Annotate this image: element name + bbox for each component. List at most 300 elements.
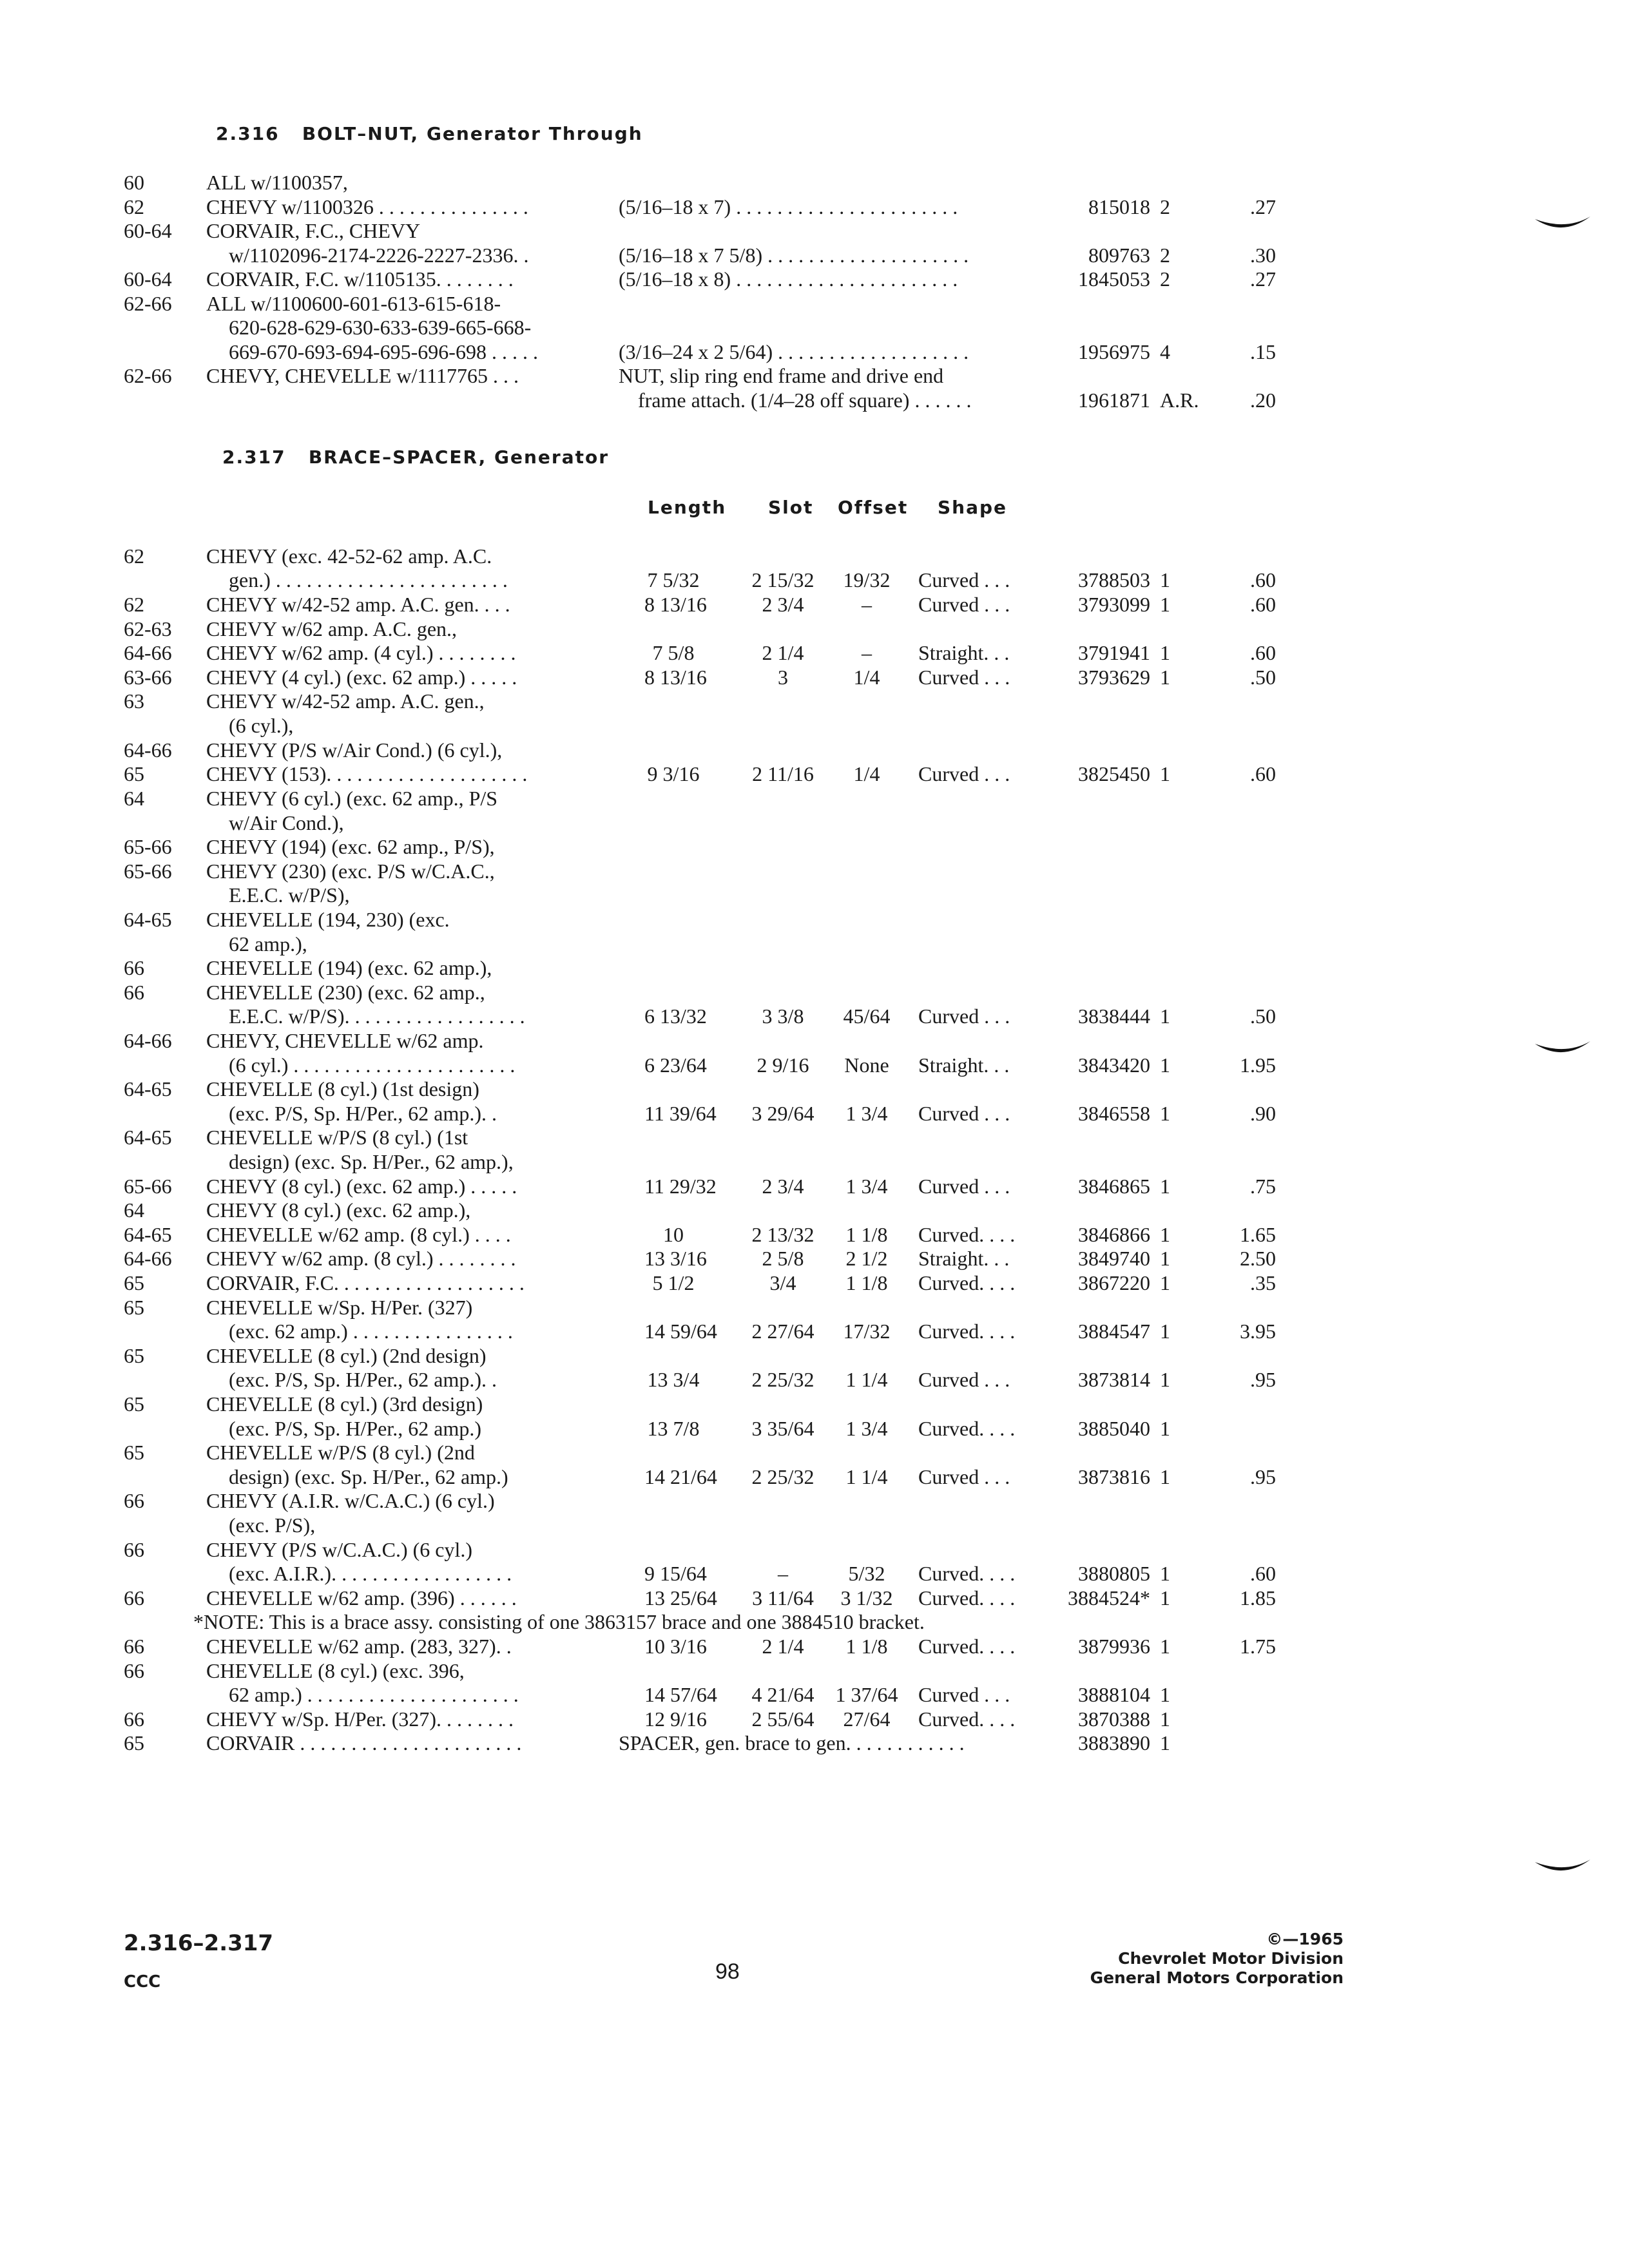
application-description: CHEVY (P/S w/Air Cond.) (6 cyl.),: [206, 738, 503, 762]
length-value: 14 57/64: [644, 1683, 717, 1706]
table-row: [0, 1731, 1629, 1754]
application-description: design) (exc. Sp. H/Per., 62 amp.),: [229, 1150, 514, 1173]
quantity: 1: [1160, 1004, 1170, 1028]
part-number: 3873816: [1078, 1465, 1150, 1488]
application-description: CHEVY w/62 amp. (4 cyl.) . . . . . . . .: [206, 641, 516, 664]
application-description: CHEVY (230) (exc. P/S w/C.A.C.,: [206, 860, 495, 883]
table-row: [0, 1004, 1629, 1028]
application-description: (exc. P/S),: [229, 1514, 316, 1537]
price: 1.65: [1240, 1223, 1276, 1246]
application-description: (exc. A.I.R.). . . . . . . . . . . . . . . . . .: [229, 1562, 512, 1585]
table-row: [0, 1368, 1629, 1391]
footer-division: Chevrolet Motor Division: [1118, 1949, 1344, 1968]
application-description: CHEVY w/Sp. H/Per. (327). . . . . . . .: [206, 1707, 514, 1731]
column-header-shape: Shape: [938, 497, 1008, 518]
price: .60: [1250, 568, 1276, 591]
application-description: CHEVY w/42-52 amp. A.C. gen. . . .: [206, 593, 510, 616]
table-row: [0, 1175, 1629, 1198]
application-description: (6 cyl.) . . . . . . . . . . . . . . . . . . . . . .: [229, 1053, 516, 1077]
table-row: [0, 1417, 1629, 1440]
year-range: 65-66: [124, 1175, 172, 1198]
quantity: 2: [1160, 195, 1170, 218]
table-row: [0, 835, 1629, 858]
table-row: [0, 617, 1629, 640]
table-row: [0, 908, 1629, 931]
offset-value: 3 1/32: [840, 1586, 893, 1610]
price: .27: [1250, 195, 1276, 218]
price: .15: [1250, 340, 1276, 363]
length-value: 14 59/64: [644, 1320, 717, 1343]
part-specification: SPACER, gen. brace to gen. . . . . . . . . . . .: [619, 1731, 965, 1754]
application-description: (6 cyl.),: [229, 714, 294, 737]
quantity: 4: [1160, 340, 1170, 363]
year-range: 63-66: [124, 666, 172, 689]
application-description: CHEVY w/62 amp. A.C. gen.,: [206, 617, 458, 640]
table-row: [0, 568, 1629, 591]
offset-value: 1 1/8: [845, 1223, 888, 1246]
length-value: 7 5/32: [647, 568, 700, 591]
table-row: [0, 787, 1629, 810]
price: .27: [1250, 267, 1276, 291]
table-row: [0, 593, 1629, 616]
year-range: 66: [124, 1538, 144, 1561]
table-row: [0, 1465, 1629, 1488]
slot-value: 2 3/4: [762, 593, 804, 616]
application-description: CHEVELLE (8 cyl.) (exc. 396,: [206, 1659, 465, 1682]
price: 1.85: [1240, 1586, 1276, 1610]
application-description: ALL w/1100357,: [206, 171, 348, 194]
shape-value: Curved . . .: [918, 1465, 1010, 1488]
application-description: CHEVY (8 cyl.) (exc. 62 amp.),: [206, 1198, 471, 1222]
part-number: 3843420: [1078, 1053, 1150, 1077]
application-description: CHEVY w/42-52 amp. A.C. gen.,: [206, 689, 485, 713]
table-row: [0, 883, 1629, 907]
quantity: 1: [1160, 1271, 1170, 1294]
length-value: 8 13/16: [644, 666, 707, 689]
quantity: 1: [1160, 1586, 1170, 1610]
year-range: 66: [124, 1489, 144, 1512]
quantity: 2: [1160, 267, 1170, 291]
table-row: [0, 738, 1629, 762]
offset-value: 1/4: [853, 762, 880, 785]
part-number: 3884524*: [1068, 1586, 1150, 1610]
part-number: 3870388: [1078, 1707, 1150, 1731]
application-description: w/1102096-2174-2226-2227-2336. .: [229, 244, 529, 267]
shape-value: Curved . . .: [918, 568, 1010, 591]
table-row: [0, 1247, 1629, 1270]
part-number: 3880805: [1078, 1562, 1150, 1585]
part-number: 3846866: [1078, 1223, 1150, 1246]
part-number: 3884547: [1078, 1320, 1150, 1343]
application-description: ALL w/1100600-601-613-615-618-: [206, 292, 501, 315]
shape-value: Curved . . .: [918, 1175, 1010, 1198]
table-row: [0, 1150, 1629, 1173]
year-range: 65: [124, 1731, 144, 1754]
length-value: 11 29/32: [644, 1175, 717, 1198]
table-row: [0, 641, 1629, 664]
year-range: 64-66: [124, 738, 172, 762]
application-description: 62 amp.) . . . . . . . . . . . . . . . . . . . . .: [229, 1683, 519, 1706]
table-row: [0, 1489, 1629, 1512]
part-number: 1956975: [1078, 340, 1150, 363]
slot-value: 3/4: [769, 1271, 796, 1294]
application-description: E.E.C. w/P/S),: [229, 883, 350, 907]
part-specification: (5/16–18 x 7) . . . . . . . . . . . . . . . . . . . . . .: [619, 195, 958, 218]
table-row: [0, 1659, 1629, 1682]
table-row: [0, 689, 1629, 713]
length-value: 9 3/16: [647, 762, 700, 785]
table-row: [0, 171, 1629, 194]
shape-value: Straight. . .: [918, 1053, 1010, 1077]
page-number: 98: [715, 1959, 740, 1984]
quantity: 1: [1160, 1465, 1170, 1488]
price: .50: [1250, 666, 1276, 689]
table-row: [0, 1271, 1629, 1294]
shape-value: Curved . . .: [918, 666, 1010, 689]
footer-copyright: ©—1965: [1266, 1930, 1344, 1948]
quantity: 1: [1160, 1368, 1170, 1391]
price: .50: [1250, 1004, 1276, 1028]
length-value: 13 7/8: [647, 1417, 700, 1440]
price: .60: [1250, 641, 1276, 664]
application-description: CORVAIR . . . . . . . . . . . . . . . . . . . . . .: [206, 1731, 522, 1754]
table-row: [0, 1562, 1629, 1585]
table-row: [0, 244, 1629, 267]
offset-value: 2 1/2: [845, 1247, 888, 1270]
length-value: 6 13/32: [644, 1004, 707, 1028]
part-number: 3825450: [1078, 762, 1150, 785]
table-row: [0, 1683, 1629, 1706]
part-number: 815018: [1088, 195, 1150, 218]
table-row: [0, 811, 1629, 834]
offset-value: 1 3/4: [845, 1102, 888, 1125]
application-description: CHEVY (P/S w/C.A.C.) (6 cyl.): [206, 1538, 473, 1561]
quantity: 1: [1160, 641, 1170, 664]
part-number: 3883890: [1078, 1731, 1150, 1754]
table-row: [0, 1126, 1629, 1149]
table-row: [0, 1077, 1629, 1100]
year-range: 62: [124, 593, 144, 616]
shape-value: Straight. . .: [918, 1247, 1010, 1270]
offset-value: 1 37/64: [835, 1683, 898, 1706]
slot-value: 2 55/64: [751, 1707, 815, 1731]
year-range: 64-65: [124, 1126, 172, 1149]
length-value: 6 23/64: [644, 1053, 707, 1077]
slot-value: 2 1/4: [762, 1635, 804, 1658]
quantity: 1: [1160, 1707, 1170, 1731]
application-description: CHEVELLE w/62 amp. (8 cyl.) . . . .: [206, 1223, 511, 1246]
part-number: 3791941: [1078, 641, 1150, 664]
year-range: 65: [124, 762, 144, 785]
offset-value: –: [862, 641, 872, 664]
year-range: 65: [124, 1441, 144, 1464]
year-range: 62: [124, 195, 144, 218]
shape-value: Curved. . . .: [918, 1223, 1016, 1246]
offset-value: 1 1/8: [845, 1271, 888, 1294]
length-value: 13 3/4: [647, 1368, 700, 1391]
part-number: 3885040: [1078, 1417, 1150, 1440]
length-value: 12 9/16: [644, 1707, 707, 1731]
offset-value: 19/32: [843, 568, 891, 591]
application-description: CHEVY, CHEVELLE w/62 amp.: [206, 1029, 484, 1052]
quantity: 2: [1160, 244, 1170, 267]
offset-value: 1 1/4: [845, 1465, 888, 1488]
table-row: [0, 860, 1629, 883]
price: .90: [1250, 1102, 1276, 1125]
price: 3.95: [1240, 1320, 1276, 1343]
year-range: 66: [124, 956, 144, 979]
year-range: 66: [124, 1659, 144, 1682]
part-number: 3873814: [1078, 1368, 1150, 1391]
shape-value: Curved . . .: [918, 1004, 1010, 1028]
binder-mark-icon: [1534, 1037, 1592, 1063]
offset-value: 1 1/8: [845, 1635, 888, 1658]
length-value: 11 39/64: [644, 1102, 717, 1125]
year-range: 66: [124, 1635, 144, 1658]
part-number: 3838444: [1078, 1004, 1150, 1028]
shape-value: Curved. . . .: [918, 1586, 1016, 1610]
length-value: 13 25/64: [644, 1586, 717, 1610]
year-range: 64-66: [124, 1029, 172, 1052]
year-range: 62: [124, 544, 144, 568]
footer-code: CCC: [124, 1972, 161, 1992]
table-row: [0, 1538, 1629, 1561]
offset-value: 1 1/4: [845, 1368, 888, 1391]
table-row: [0, 195, 1629, 218]
part-specification: (5/16–18 x 8) . . . . . . . . . . . . . . . . . . . . . .: [619, 267, 958, 291]
table-row: [0, 389, 1629, 412]
slot-value: 2 15/32: [751, 568, 815, 591]
quantity: 1: [1160, 1683, 1170, 1706]
slot-value: 4 21/64: [751, 1683, 815, 1706]
slot-value: 2 13/32: [751, 1223, 815, 1246]
shape-value: Curved. . . .: [918, 1707, 1016, 1731]
column-header-length: Length: [648, 497, 727, 518]
shape-value: Curved. . . .: [918, 1562, 1016, 1585]
year-range: 65: [124, 1296, 144, 1319]
length-value: 9 15/64: [644, 1562, 707, 1585]
part-number: 3846558: [1078, 1102, 1150, 1125]
shape-value: Curved . . .: [918, 593, 1010, 616]
slot-value: –: [778, 1562, 788, 1585]
year-range: 64-65: [124, 1077, 172, 1100]
slot-value: 2 11/16: [752, 762, 814, 785]
table-row: [0, 714, 1629, 737]
application-description: CHEVELLE w/P/S (8 cyl.) (2nd: [206, 1441, 475, 1464]
part-number: 1961871: [1078, 389, 1150, 412]
table-row: [0, 956, 1629, 979]
binder-mark-icon: [1534, 213, 1592, 238]
table-row: [0, 1223, 1629, 1246]
application-description: CORVAIR, F.C., CHEVY: [206, 219, 421, 242]
price: .30: [1250, 244, 1276, 267]
year-range: 60: [124, 171, 144, 194]
part-number: 3788503: [1078, 568, 1150, 591]
application-description: CHEVELLE (194) (exc. 62 amp.),: [206, 956, 492, 979]
price: .60: [1250, 593, 1276, 616]
application-description: 62 amp.),: [229, 932, 307, 956]
application-description: CHEVY (A.I.R. w/C.A.C.) (6 cyl.): [206, 1489, 495, 1512]
length-value: 13 3/16: [644, 1247, 707, 1270]
shape-value: Curved . . .: [918, 1368, 1010, 1391]
part-specification: frame attach. (1/4–28 off square) . . . . . .: [638, 389, 972, 412]
slot-value: 2 5/8: [762, 1247, 804, 1270]
offset-value: 1/4: [853, 666, 880, 689]
section-316-heading: [216, 122, 643, 146]
offset-value: 17/32: [843, 1320, 891, 1343]
price: .75: [1250, 1175, 1276, 1198]
year-range: 63: [124, 689, 144, 713]
year-range: 66: [124, 1586, 144, 1610]
application-description: CHEVY (194) (exc. 62 amp., P/S),: [206, 835, 495, 858]
application-description: CHEVELLE (8 cyl.) (3rd design): [206, 1392, 483, 1416]
shape-value: Curved. . . .: [918, 1635, 1016, 1658]
footer-section-range: 2.316–2.317: [124, 1930, 274, 1956]
slot-value: 2 3/4: [762, 1175, 804, 1198]
application-description: CHEVY (6 cyl.) (exc. 62 amp., P/S: [206, 787, 498, 810]
year-range: 65: [124, 1344, 144, 1367]
year-range: 60-64: [124, 219, 172, 242]
slot-value: 2 25/32: [751, 1465, 815, 1488]
year-range: 65-66: [124, 860, 172, 883]
table-row: [0, 1296, 1629, 1319]
quantity: A.R.: [1160, 389, 1199, 412]
quantity: 1: [1160, 1247, 1170, 1270]
part-number: 3867220: [1078, 1271, 1150, 1294]
price: .95: [1250, 1368, 1276, 1391]
length-value: 7 5/8: [652, 641, 695, 664]
table-row: [0, 1707, 1629, 1731]
part-number: 1845053: [1078, 267, 1150, 291]
year-range: 64-65: [124, 1223, 172, 1246]
price: .95: [1250, 1465, 1276, 1488]
price: .60: [1250, 762, 1276, 785]
part-specification: NUT, slip ring end frame and drive end: [619, 364, 944, 387]
section-316-number: 2.316: [216, 123, 280, 144]
year-range: 65: [124, 1392, 144, 1416]
price: .20: [1250, 389, 1276, 412]
shape-value: Curved . . .: [918, 1683, 1010, 1706]
slot-value: 3 35/64: [751, 1417, 815, 1440]
offset-value: 5/32: [848, 1562, 885, 1585]
year-range: 64: [124, 787, 144, 810]
quantity: 1: [1160, 1223, 1170, 1246]
shape-value: Curved . . .: [918, 762, 1010, 785]
shape-value: Straight. . .: [918, 641, 1010, 664]
table-row: [0, 932, 1629, 956]
year-range: 62-66: [124, 364, 172, 387]
section-316-title: BOLT–NUT, Generator Through: [302, 123, 643, 144]
table-row: [0, 1320, 1629, 1343]
quantity: 1: [1160, 1635, 1170, 1658]
section-317-heading: [222, 446, 609, 469]
slot-value: 3: [778, 666, 788, 689]
quantity: 1: [1160, 1417, 1170, 1440]
table-row: [0, 981, 1629, 1004]
binder-mark-icon: [1534, 1856, 1592, 1881]
quantity: 1: [1160, 1175, 1170, 1198]
application-description: CHEVELLE (194, 230) (exc.: [206, 908, 450, 931]
part-specification: (3/16–24 x 2 5/64) . . . . . . . . . . . . . . . . . . .: [619, 340, 969, 363]
table-row: [0, 762, 1629, 785]
table-row: [0, 292, 1629, 315]
table-row: [0, 1198, 1629, 1222]
shape-value: Curved. . . .: [918, 1271, 1016, 1294]
table-row: [0, 364, 1629, 387]
year-range: 62-63: [124, 617, 172, 640]
application-description: CHEVELLE w/62 amp. (396) . . . . . .: [206, 1586, 517, 1610]
offset-value: 1 3/4: [845, 1417, 888, 1440]
length-value: 8 13/16: [644, 593, 707, 616]
application-description: CHEVY w/1100326 . . . . . . . . . . . . . . .: [206, 195, 528, 218]
column-header-slot: Slot: [768, 497, 814, 518]
application-description: CHEVELLE (8 cyl.) (1st design): [206, 1077, 479, 1100]
application-description: CHEVY (4 cyl.) (exc. 62 amp.) . . . . .: [206, 666, 517, 689]
application-description: (exc. P/S, Sp. H/Per., 62 amp.): [229, 1417, 481, 1440]
offset-value: None: [844, 1053, 889, 1077]
price: .60: [1250, 1562, 1276, 1585]
quantity: 1: [1160, 1053, 1170, 1077]
year-range: 62-66: [124, 292, 172, 315]
year-range: 64-66: [124, 1247, 172, 1270]
application-description: design) (exc. Sp. H/Per., 62 amp.): [229, 1465, 508, 1488]
quantity: 1: [1160, 1320, 1170, 1343]
offset-value: –: [862, 593, 872, 616]
offset-value: 27/64: [843, 1707, 891, 1731]
table-row: [0, 1586, 1629, 1610]
slot-value: 2 25/32: [751, 1368, 815, 1391]
footnote: [0, 1610, 1629, 1633]
application-description: CORVAIR, F.C. w/1105135. . . . . . . .: [206, 267, 514, 291]
slot-value: 2 9/16: [757, 1053, 809, 1077]
footer-corporation: General Motors Corporation: [1090, 1968, 1344, 1987]
part-number: 3793629: [1078, 666, 1150, 689]
slot-value: 3 3/8: [762, 1004, 804, 1028]
price: 2.50: [1240, 1247, 1276, 1270]
table-row: [0, 340, 1629, 363]
application-description: E.E.C. w/P/S). . . . . . . . . . . . . . . . . .: [229, 1004, 525, 1028]
part-number: 809763: [1088, 244, 1150, 267]
column-header-offset: Offset: [838, 497, 909, 518]
table-row: [0, 1053, 1629, 1077]
price: 1.75: [1240, 1635, 1276, 1658]
table-row: [0, 1029, 1629, 1052]
application-description: (exc. 62 amp.) . . . . . . . . . . . . . . . .: [229, 1320, 513, 1343]
application-description: CHEVELLE (8 cyl.) (2nd design): [206, 1344, 487, 1367]
quantity: 1: [1160, 1102, 1170, 1125]
table-row: [0, 219, 1629, 242]
application-description: CHEVELLE w/Sp. H/Per. (327): [206, 1296, 473, 1319]
slot-value: 2 27/64: [751, 1320, 815, 1343]
table-row: [0, 316, 1629, 339]
year-range: 66: [124, 981, 144, 1004]
shape-value: Curved . . .: [918, 1102, 1010, 1125]
shape-value: Curved. . . .: [918, 1320, 1016, 1343]
application-description: CHEVELLE (230) (exc. 62 amp.,: [206, 981, 485, 1004]
slot-value: 3 11/64: [752, 1586, 814, 1610]
quantity: 1: [1160, 1562, 1170, 1585]
quantity: 1: [1160, 666, 1170, 689]
application-description: 620-628-629-630-633-639-665-668-: [229, 316, 532, 339]
application-description: (exc. P/S, Sp. H/Per., 62 amp.). .: [229, 1102, 497, 1125]
application-description: CORVAIR, F.C. . . . . . . . . . . . . . . . . . .: [206, 1271, 525, 1294]
table-row: [0, 1635, 1629, 1658]
quantity: 1: [1160, 593, 1170, 616]
price: .35: [1250, 1271, 1276, 1294]
part-number: 3793099: [1078, 593, 1150, 616]
part-number: 3846865: [1078, 1175, 1150, 1198]
part-number: 3849740: [1078, 1247, 1150, 1270]
